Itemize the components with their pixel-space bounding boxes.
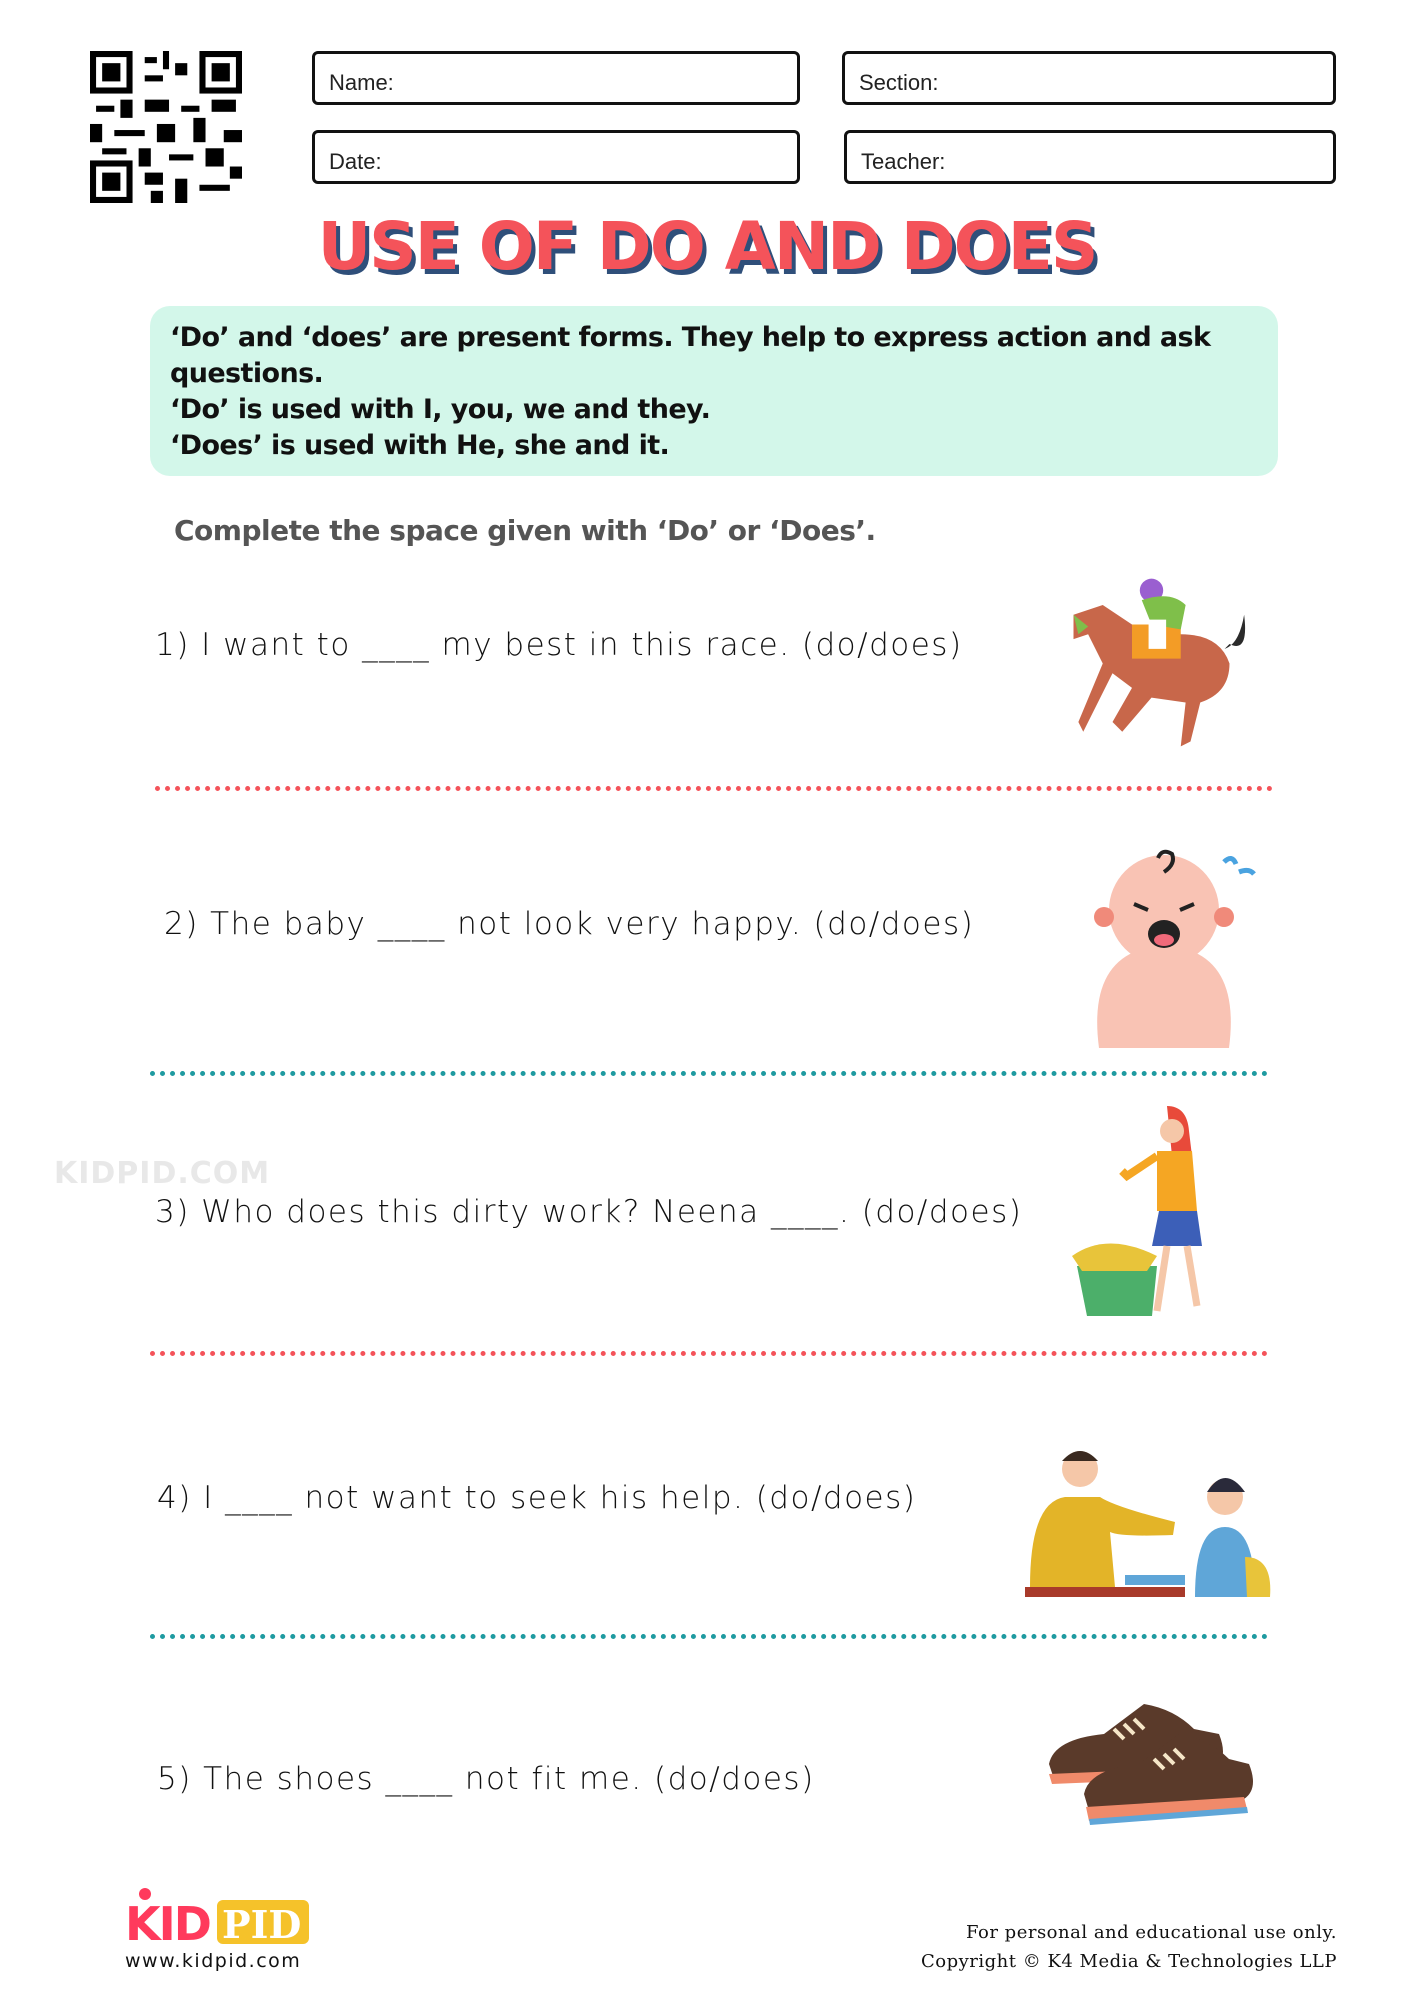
info-line: ‘Do’ is used with I, you, we and they.	[170, 394, 711, 425]
question-5: 5) The shoes ____ not fit me. (do/does)	[157, 1761, 815, 1797]
question-4: 4) I ____ not want to seek his help. (do/does)	[157, 1480, 917, 1516]
info-line: ‘Do’ and ‘does’ are present forms. They help to express action and ask questions.	[170, 322, 1211, 389]
copyright-note	[921, 1918, 1337, 1976]
teacher-label: Teacher:	[861, 149, 946, 174]
question-2: 2) The baby ____ not look very happy. (do/does)	[164, 906, 975, 942]
svg-text:PID: PID	[222, 1902, 302, 1944]
woman-laundry-illustration	[1067, 1106, 1233, 1326]
crying-baby-illustration	[1074, 842, 1258, 1048]
date-field[interactable]	[312, 130, 800, 184]
qr-code	[90, 51, 242, 203]
divider	[150, 1071, 1268, 1076]
divider	[150, 1351, 1268, 1356]
copyright: Copyright © K4 Media & Technologies LLP	[920, 1951, 1337, 1972]
svg-text:KID: KID	[125, 1897, 210, 1944]
usage-note: For personal and educational use only.	[966, 1922, 1337, 1943]
section-label: Section:	[859, 70, 939, 95]
instruction: Complete the space given with ‘Do’ or ‘Does’.	[174, 514, 876, 547]
question-1: 1) I want to ____ my best in this race. (do/does)	[155, 627, 963, 663]
counselor-illustration	[1025, 1447, 1273, 1599]
date-label: Date:	[329, 149, 382, 174]
page-title: USE OF DO AND DOES	[317, 208, 1097, 285]
section-field[interactable]	[842, 51, 1336, 105]
teacher-field[interactable]	[844, 130, 1336, 184]
divider	[155, 786, 1273, 791]
question-3: 3) Who does this dirty work? Neena ____. (do/does)	[155, 1194, 1023, 1230]
name-field[interactable]	[312, 51, 800, 105]
info-box	[150, 306, 1278, 476]
horse-jockey-illustration	[1054, 566, 1249, 761]
divider	[150, 1634, 1268, 1639]
watermark: KIDPID.COM	[54, 1156, 271, 1191]
name-label: Name:	[329, 70, 394, 95]
kidpid-logo	[125, 1888, 310, 1944]
website-url[interactable]: www.kidpid.com	[125, 1950, 302, 1972]
info-line: ‘Does’ is used with He, she and it.	[170, 430, 670, 461]
shoes-illustration	[1044, 1689, 1256, 1827]
